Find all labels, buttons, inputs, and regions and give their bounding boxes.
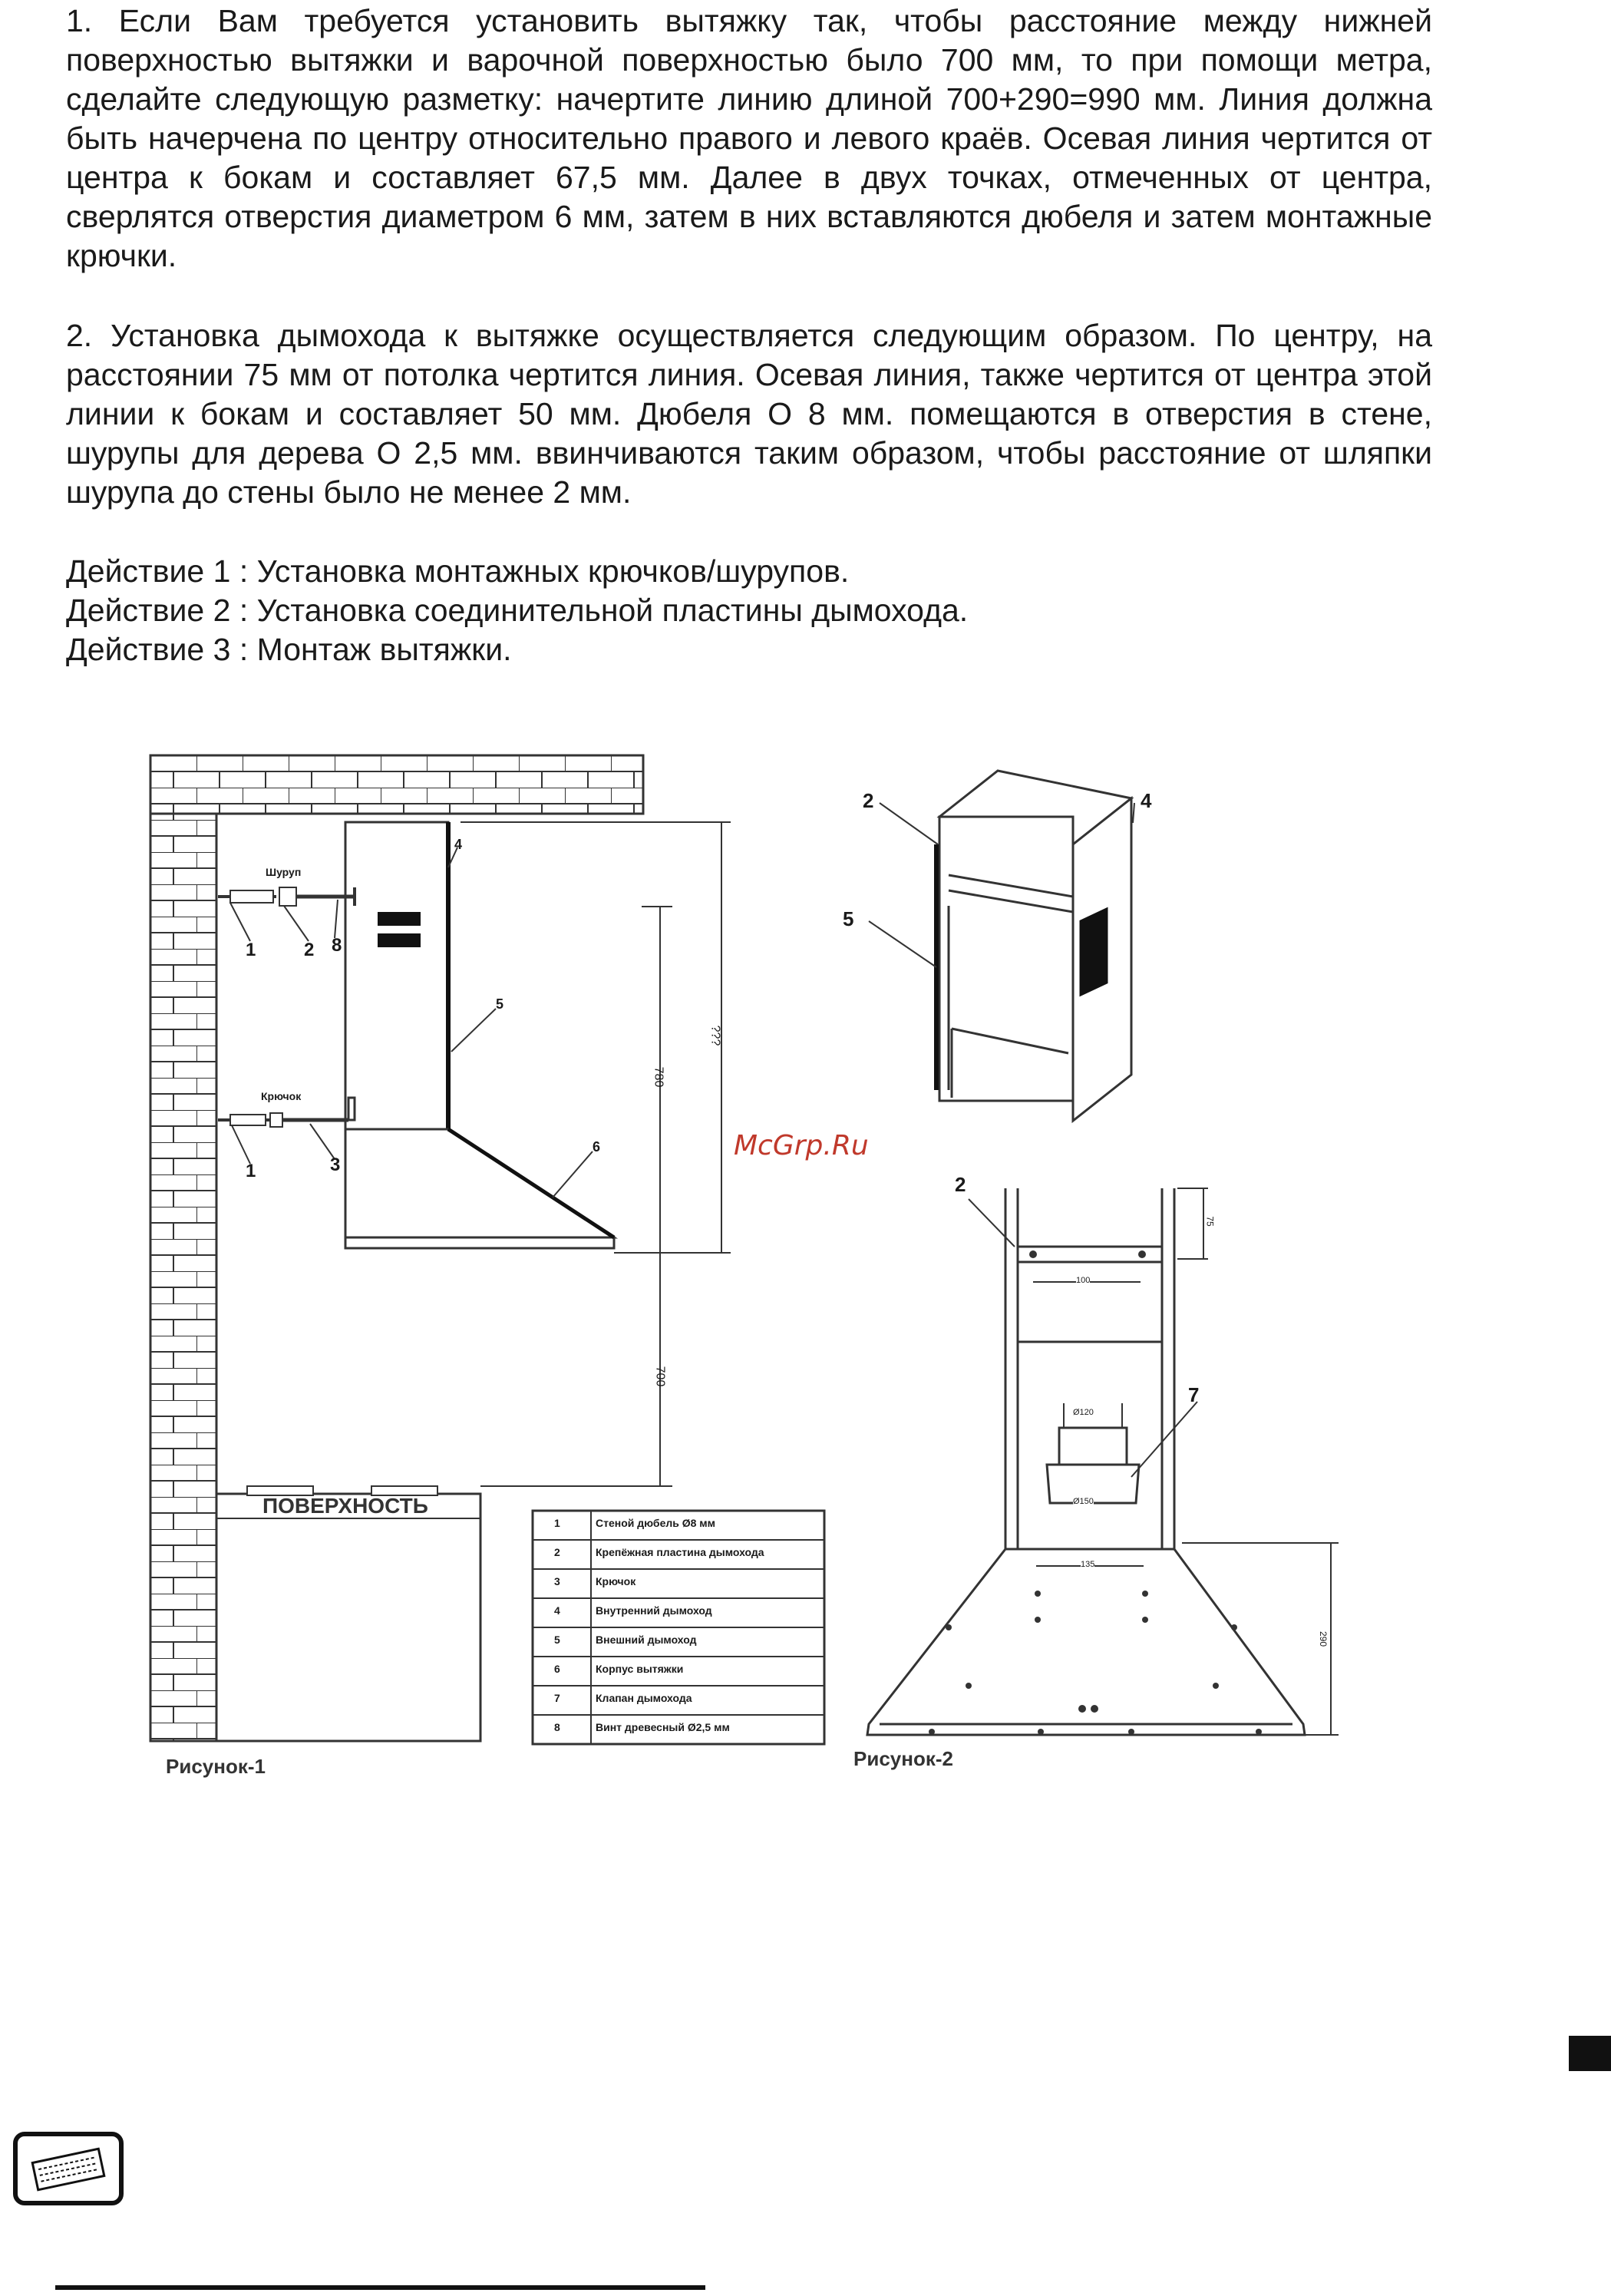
dim-valve-top: Ø120 — [1073, 1408, 1094, 1417]
legend-text: Клапан дымохода — [596, 1692, 692, 1704]
legend-text: Корпус вытяжки — [596, 1663, 684, 1675]
figure-2-front-view — [867, 1188, 1305, 1735]
figure-2-caption: Рисунок-2 — [853, 1747, 953, 1770]
legend-num: 8 — [554, 1721, 560, 1733]
fig2-callout-5: 5 — [843, 907, 854, 930]
hood-body — [345, 1129, 614, 1237]
legend-text: Внутренний дымоход — [596, 1604, 712, 1617]
hood-base — [345, 1237, 614, 1248]
dim-height-290: 290 — [1318, 1630, 1329, 1647]
label-screw: Шуруп — [266, 866, 302, 878]
legend-num: 2 — [554, 1546, 560, 1558]
callout-3: 3 — [330, 1155, 341, 1175]
callout-1-top: 1 — [246, 940, 256, 960]
label-hook: Крючок — [261, 1090, 302, 1102]
section-tab-marker — [1569, 2036, 1611, 2071]
callout-5: 5 — [496, 996, 504, 1012]
legend-num: 6 — [554, 1663, 560, 1675]
legend-text: Стеной дюбель Ø8 мм — [596, 1517, 716, 1529]
figure-1-caption: Рисунок-1 — [166, 1755, 266, 1778]
fig2-callout-2-top: 2 — [863, 789, 874, 812]
brick-ceiling — [150, 755, 643, 814]
callout-2: 2 — [304, 940, 315, 960]
legend-text: Крючок — [596, 1575, 636, 1587]
legend-num: 4 — [554, 1604, 560, 1617]
dim-gap: 700 — [653, 1366, 667, 1387]
screw-assembly — [218, 887, 355, 941]
watermark: McGrp.Ru — [734, 1130, 869, 1161]
surface-label: ПОВЕРХНОСТЬ — [262, 1494, 428, 1518]
paragraph-2: 2. Установка дымохода к вытяжке осуществляется следующим образом. По центру, на расстоянии 75 мм от потолка чертится линия. Осевая линия, также чертится от центра этой линии к бокам и составляет 50 мм. Дюбеля O 8 мм. помещаются в отверстия в стене, шурупы для дерева O 2,5 мм. ввинчиваются таким образом, чтобы расстояние от шляпки шурупа до стены было не менее 2 мм. — [66, 318, 1432, 510]
dim-total: ??? — [708, 1025, 722, 1046]
callout-4: 4 — [454, 837, 463, 852]
callout-1-bottom: 1 — [246, 1161, 256, 1181]
action-3: Действие 3 : Монтаж вытяжки. — [66, 632, 512, 667]
action-1: Действие 1 : Установка монтажных крючков/шурупов. — [66, 553, 850, 589]
legend-num: 5 — [554, 1634, 560, 1646]
dim-hood: 780 — [652, 1066, 665, 1088]
legend-num: 7 — [554, 1692, 560, 1704]
brick-wall — [150, 814, 216, 1741]
legend-num: 3 — [554, 1575, 560, 1587]
figure-2-chimney-3d — [936, 771, 1131, 1121]
callout-6: 6 — [593, 1139, 601, 1155]
action-2: Действие 2 : Установка соединительной пластины дымохода. — [66, 593, 969, 628]
fig2-callout-4: 4 — [1141, 789, 1152, 812]
legend-text: Винт древесный Ø2,5 мм — [596, 1721, 730, 1733]
legend-text: Крепёжная пластина дымохода — [596, 1546, 764, 1558]
legend-text: Внешний дымоход — [596, 1634, 697, 1646]
callout-8: 8 — [332, 935, 342, 956]
vent-slot-2 — [378, 933, 421, 947]
dim-valve-bottom: Ø150 — [1073, 1497, 1094, 1506]
vent-slot-1 — [378, 912, 421, 926]
dim-top-75: 75 — [1204, 1216, 1216, 1227]
dim-plate-100: 100 — [1076, 1276, 1091, 1285]
manual-icon — [12, 2131, 124, 2206]
legend-num: 1 — [554, 1517, 560, 1529]
paragraph-1: 1. Если Вам требуется установить вытяжку так, чтобы расстояние между нижней поверхностью вытяжки и варочной поверхностью было 700 мм, то при помощи метра, сделайте следующую разметку: начертите линию длиной 700+290=990 мм. Линия должна быть начерчена по центру относительно правого и левого краёв. Осевая линия чертится от центра к бокам и составляет 67,5 мм. Далее в двух точках, отмеченных от центра, сверлятся отверстия диаметром 6 мм, затем в них вставляются дюбеля и затем монтажные крючки. — [66, 3, 1432, 273]
fig2-callout-2-bottom: 2 — [955, 1173, 966, 1196]
chimney-outer — [345, 822, 448, 1129]
footer-rule — [55, 2285, 705, 2290]
cooktop — [216, 1494, 480, 1741]
fig2-callout-7: 7 — [1188, 1383, 1200, 1406]
dim-hooks-135: 135 — [1081, 1560, 1095, 1569]
